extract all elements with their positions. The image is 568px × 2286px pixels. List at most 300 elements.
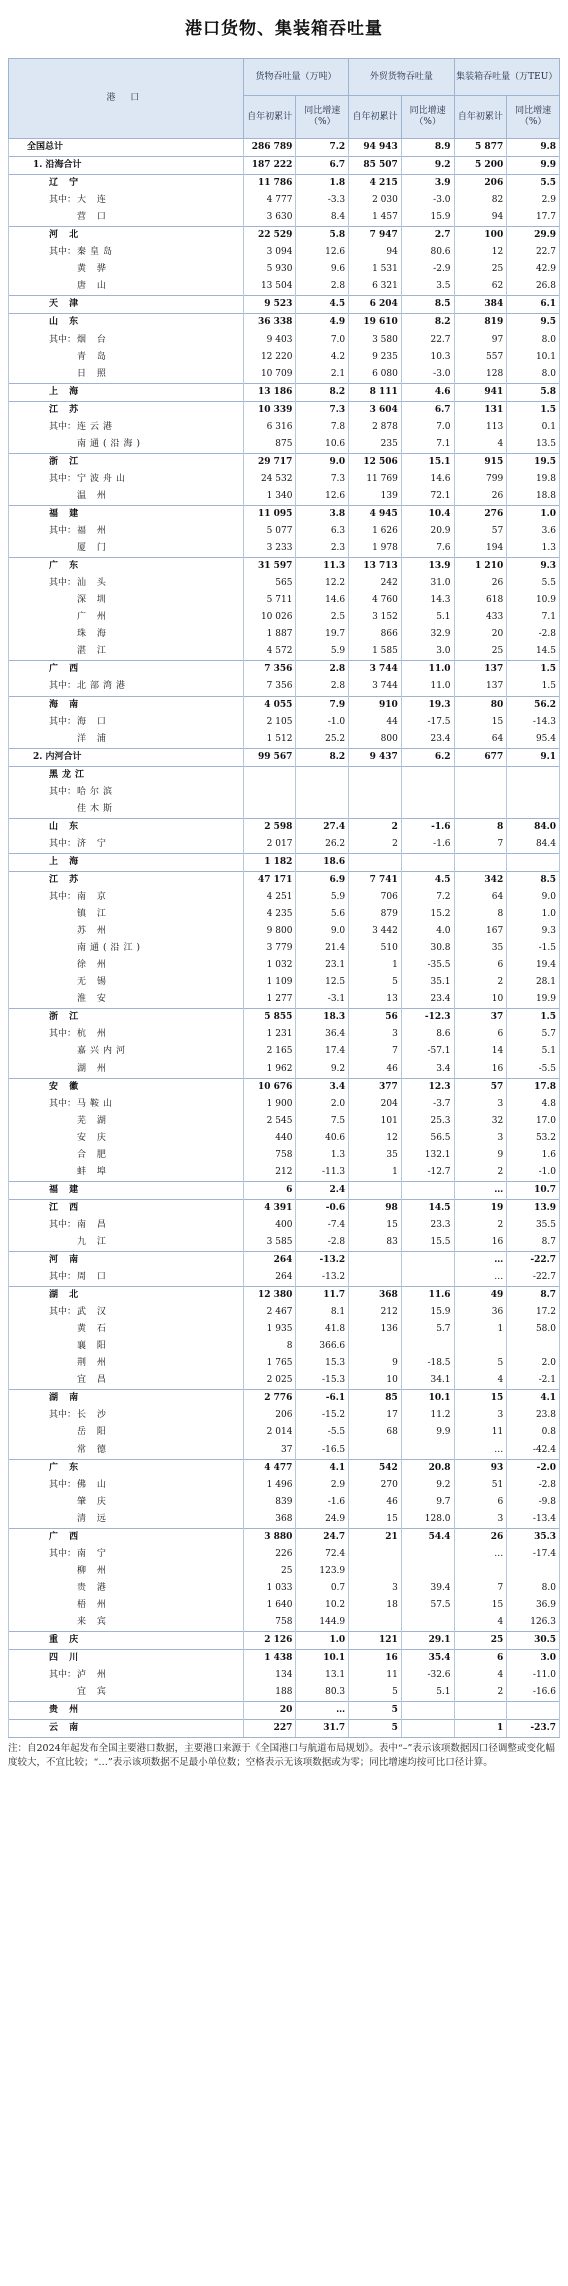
cargo-yoy: 8.4: [296, 209, 349, 227]
table-row: [9, 714, 560, 731]
foreign-yoy: 10.3: [401, 349, 454, 366]
table-row: [9, 1321, 560, 1338]
foreign-cumulative: 83: [349, 1234, 402, 1252]
row-prefix: 其中：: [49, 1670, 77, 1681]
cargo-yoy: 10.1: [296, 1650, 349, 1668]
container-yoy: 17.2: [507, 1304, 560, 1321]
cargo-cumulative: 3 779: [243, 940, 296, 957]
cargo-yoy: 8.2: [296, 748, 349, 766]
container-cumulative: 5 200: [454, 157, 507, 175]
port-name-cell: [9, 505, 244, 523]
foreign-cumulative: 6 204: [349, 296, 402, 314]
cargo-cumulative: 3 880: [243, 1528, 296, 1546]
table-row: [9, 801, 560, 819]
table-row: [9, 1494, 560, 1511]
foreign-yoy: [401, 853, 454, 871]
port-name: 南 宁: [77, 1548, 110, 1559]
container-yoy: 9.3: [507, 923, 560, 940]
foreign-cumulative: 98: [349, 1199, 402, 1217]
cargo-yoy: [296, 784, 349, 801]
container-cumulative: 3: [454, 1407, 507, 1424]
port-name-cell: [9, 836, 244, 854]
container-cumulative: 16: [454, 1234, 507, 1252]
port-name-cell: [9, 592, 244, 609]
cargo-cumulative: 440: [243, 1130, 296, 1147]
table-row: [9, 1650, 560, 1668]
table-row: [9, 784, 560, 801]
table-row: [9, 1009, 560, 1027]
container-yoy: 4.1: [507, 1390, 560, 1408]
foreign-yoy: 8.6: [401, 1026, 454, 1043]
port-name-cell: [9, 889, 244, 906]
cargo-cumulative: 1 231: [243, 1026, 296, 1043]
port-name: 青 岛: [77, 351, 110, 362]
container-cumulative: 25: [454, 261, 507, 278]
port-name: 肇 庆: [77, 1496, 110, 1507]
cargo-yoy: 6.9: [296, 871, 349, 889]
container-yoy: -11.0: [507, 1667, 560, 1684]
foreign-cumulative: 101: [349, 1113, 402, 1130]
foreign-cumulative: 2 878: [349, 419, 402, 436]
foreign-yoy: 30.8: [401, 940, 454, 957]
cargo-cumulative: 10 709: [243, 366, 296, 384]
container-cumulative: 206: [454, 175, 507, 193]
port-name: 湖 南: [49, 1393, 83, 1404]
cargo-yoy: 5.8: [296, 227, 349, 245]
table-row: [9, 157, 560, 175]
table-row: [9, 523, 560, 540]
port-name: 襄 阳: [77, 1341, 110, 1352]
port-name: 蚌 埠: [77, 1166, 110, 1177]
table-row: [9, 1563, 560, 1580]
table-row: [9, 957, 560, 974]
foreign-yoy: [401, 801, 454, 819]
container-cumulative: [454, 853, 507, 871]
foreign-yoy: 31.0: [401, 575, 454, 592]
foreign-cumulative: 3 152: [349, 609, 402, 626]
foreign-yoy: 80.6: [401, 244, 454, 261]
cargo-cumulative: [243, 766, 296, 784]
container-cumulative: [454, 1338, 507, 1355]
port-name-cell: [9, 1321, 244, 1338]
row-prefix: 其中：: [49, 195, 77, 206]
cargo-cumulative: 1 277: [243, 991, 296, 1009]
container-cumulative: [454, 801, 507, 819]
table-row: [9, 1096, 560, 1113]
foreign-yoy: 23.4: [401, 991, 454, 1009]
container-yoy: [507, 784, 560, 801]
foreign-cumulative: [349, 1546, 402, 1563]
port-name-cell: [9, 1026, 244, 1043]
port-name: 天 津: [49, 299, 83, 310]
foreign-cumulative: 3: [349, 1026, 402, 1043]
foreign-cumulative: 85 507: [349, 157, 402, 175]
row-prefix: 其中：: [49, 892, 77, 903]
cargo-yoy: 31.7: [296, 1720, 349, 1738]
container-yoy: -14.3: [507, 714, 560, 731]
foreign-yoy: -17.5: [401, 714, 454, 731]
container-cumulative: 16: [454, 1060, 507, 1078]
port-name: 南通(沿江): [77, 943, 145, 954]
foreign-cumulative: 3 442: [349, 923, 402, 940]
table-row: [9, 332, 560, 349]
foreign-cumulative: 879: [349, 906, 402, 923]
port-name: 江 苏: [49, 404, 83, 415]
cargo-cumulative: 264: [243, 1252, 296, 1270]
foreign-cumulative: 235: [349, 436, 402, 454]
cargo-yoy: 6.7: [296, 157, 349, 175]
port-name: 芜 湖: [77, 1115, 110, 1126]
container-yoy: -2.8: [507, 626, 560, 643]
cargo-cumulative: 10 676: [243, 1078, 296, 1096]
cargo-yoy: 2.8: [296, 661, 349, 679]
cargo-cumulative: 1 935: [243, 1321, 296, 1338]
cargo-cumulative: 1 887: [243, 626, 296, 643]
foreign-cumulative: 1 531: [349, 261, 402, 278]
container-yoy: 30.5: [507, 1632, 560, 1650]
container-yoy: 84.0: [507, 818, 560, 836]
port-name-cell: [9, 296, 244, 314]
foreign-cumulative: 510: [349, 940, 402, 957]
foreign-cumulative: 212: [349, 1304, 402, 1321]
cargo-cumulative: 9 523: [243, 296, 296, 314]
cargo-cumulative: 758: [243, 1614, 296, 1632]
foreign-cumulative: 242: [349, 575, 402, 592]
foreign-yoy: 32.9: [401, 626, 454, 643]
foreign-yoy: 23.4: [401, 731, 454, 749]
port-name-cell: [9, 923, 244, 940]
port-name-cell: [9, 227, 244, 245]
port-name: 佳木斯: [77, 803, 117, 814]
cargo-cumulative: 2 105: [243, 714, 296, 731]
cargo-cumulative: 7 356: [243, 678, 296, 696]
foreign-yoy: 29.1: [401, 1632, 454, 1650]
cargo-cumulative: 13 504: [243, 278, 296, 296]
foreign-cumulative: [349, 766, 402, 784]
port-name-cell: [9, 1338, 244, 1355]
cargo-yoy: 4.5: [296, 296, 349, 314]
container-yoy: 1.5: [507, 678, 560, 696]
cargo-cumulative: 47 171: [243, 871, 296, 889]
foreign-yoy: 3.9: [401, 175, 454, 193]
container-yoy: 42.9: [507, 261, 560, 278]
cargo-yoy: 27.4: [296, 818, 349, 836]
container-cumulative: 93: [454, 1459, 507, 1477]
cargo-cumulative: 2 025: [243, 1372, 296, 1390]
foreign-yoy: 14.5: [401, 1199, 454, 1217]
port-name-cell: [9, 784, 244, 801]
container-cumulative: 1: [454, 1720, 507, 1738]
cargo-yoy: 19.7: [296, 626, 349, 643]
cargo-cumulative: 5 930: [243, 261, 296, 278]
foreign-yoy: 8.2: [401, 314, 454, 332]
port-name: 济 宁: [77, 838, 110, 849]
cargo-cumulative: 875: [243, 436, 296, 454]
cum-header: 自年初累计: [349, 96, 402, 139]
foreign-cumulative: 15: [349, 1511, 402, 1529]
container-cumulative: 25: [454, 1632, 507, 1650]
container-cumulative: 8: [454, 818, 507, 836]
container-yoy: 1.0: [507, 906, 560, 923]
container-yoy: 2.9: [507, 192, 560, 209]
port-name-cell: [9, 1096, 244, 1113]
foreign-yoy: 11.2: [401, 1407, 454, 1424]
container-cumulative: 433: [454, 609, 507, 626]
port-name-cell: [9, 1546, 244, 1563]
table-row: [9, 1078, 560, 1096]
cargo-cumulative: 3 630: [243, 209, 296, 227]
foreign-yoy: 35.1: [401, 974, 454, 991]
port-name: 福 州: [77, 526, 110, 537]
yoy-header: 同比增速（%）: [507, 96, 560, 139]
foreign-cumulative: [349, 1269, 402, 1287]
cargo-yoy: 41.8: [296, 1321, 349, 1338]
port-name-cell: [9, 609, 244, 626]
foreign-cumulative: 1: [349, 1164, 402, 1182]
foreign-cumulative: 1 978: [349, 540, 402, 558]
container-yoy: 22.7: [507, 244, 560, 261]
port-name-cell: [9, 209, 244, 227]
foreign-yoy: 7.1: [401, 436, 454, 454]
port-name: 珠 海: [77, 629, 110, 640]
table-row: [9, 139, 560, 157]
container-cumulative: 6: [454, 957, 507, 974]
table-row: [9, 575, 560, 592]
port-name: 黄 骅: [77, 264, 110, 275]
cargo-cumulative: 12 380: [243, 1287, 296, 1305]
port-name-cell: [9, 766, 244, 784]
container-yoy: 19.4: [507, 957, 560, 974]
row-prefix: 其中：: [49, 681, 77, 692]
container-cumulative: 7: [454, 1580, 507, 1597]
cargo-yoy: -0.6: [296, 1199, 349, 1217]
cargo-cumulative: 9 800: [243, 923, 296, 940]
port-name-cell: [9, 1720, 244, 1738]
container-cumulative: 19: [454, 1199, 507, 1217]
port-name: 唐 山: [77, 281, 110, 292]
cargo-cumulative: 400: [243, 1217, 296, 1234]
container-yoy: -1.0: [507, 1164, 560, 1182]
port-name-cell: [9, 1390, 244, 1408]
cargo-yoy: 366.6: [296, 1338, 349, 1355]
foreign-yoy: -3.0: [401, 366, 454, 384]
table-row: [9, 1597, 560, 1614]
cargo-yoy: 26.2: [296, 836, 349, 854]
cargo-header: 货物吞吐量（万吨）: [243, 59, 348, 96]
cargo-cumulative: 2 014: [243, 1424, 296, 1441]
container-yoy: 17.8: [507, 1078, 560, 1096]
foreign-yoy: 6.7: [401, 401, 454, 419]
cargo-cumulative: 4 477: [243, 1459, 296, 1477]
cargo-cumulative: 10 026: [243, 609, 296, 626]
port-name: 四 川: [49, 1653, 83, 1664]
cargo-cumulative: 37: [243, 1442, 296, 1460]
cargo-cumulative: 2 126: [243, 1632, 296, 1650]
table-row: [9, 383, 560, 401]
port-name-cell: [9, 332, 244, 349]
table-row: [9, 1287, 560, 1305]
container-yoy: 36.9: [507, 1597, 560, 1614]
foreign-cumulative: 15: [349, 1217, 402, 1234]
table-row: [9, 696, 560, 714]
port-name: 1. 沿海合计: [33, 160, 82, 171]
foreign-cumulative: 68: [349, 1424, 402, 1441]
port-name: 江 西: [49, 1202, 83, 1213]
container-cumulative: 15: [454, 1597, 507, 1614]
table-row: [9, 991, 560, 1009]
container-cumulative: 4: [454, 436, 507, 454]
port-column-header: 港 口: [9, 59, 244, 139]
cargo-cumulative: 368: [243, 1511, 296, 1529]
foreign-cumulative: 13: [349, 991, 402, 1009]
foreign-cumulative: 46: [349, 1060, 402, 1078]
container-yoy: 6.1: [507, 296, 560, 314]
cargo-yoy: 2.5: [296, 609, 349, 626]
port-name: 全国总计: [27, 142, 64, 153]
table-row: [9, 1477, 560, 1494]
cargo-cumulative: 4 391: [243, 1199, 296, 1217]
table-row: [9, 1130, 560, 1147]
foreign-cumulative: 16: [349, 1650, 402, 1668]
table-row: [9, 1372, 560, 1390]
port-name: 湖 州: [77, 1063, 110, 1074]
cargo-yoy: -11.3: [296, 1164, 349, 1182]
table-row: [9, 1459, 560, 1477]
cargo-yoy: 9.0: [296, 453, 349, 471]
port-name: 马鞍山: [77, 1098, 117, 1109]
cargo-cumulative: 1 438: [243, 1650, 296, 1668]
cum-header: 自年初累计: [243, 96, 296, 139]
container-yoy: 19.9: [507, 991, 560, 1009]
table-row: [9, 940, 560, 957]
table-row: [9, 766, 560, 784]
cargo-yoy: 7.5: [296, 1113, 349, 1130]
cargo-cumulative: 4 777: [243, 192, 296, 209]
cargo-cumulative: 1 512: [243, 731, 296, 749]
container-cumulative: 6: [454, 1494, 507, 1511]
container-cumulative: 35: [454, 940, 507, 957]
cargo-yoy: 21.4: [296, 940, 349, 957]
table-row: [9, 278, 560, 296]
foreign-yoy: 22.7: [401, 332, 454, 349]
port-name-cell: [9, 731, 244, 749]
foreign-cumulative: 2: [349, 836, 402, 854]
container-yoy: 1.3: [507, 540, 560, 558]
foreign-cumulative: 10: [349, 1372, 402, 1390]
port-name-cell: [9, 906, 244, 923]
table-row: [9, 906, 560, 923]
container-yoy: 26.8: [507, 278, 560, 296]
port-name-cell: [9, 523, 244, 540]
container-yoy: [507, 853, 560, 871]
cargo-yoy: 2.4: [296, 1181, 349, 1199]
cargo-yoy: -16.5: [296, 1442, 349, 1460]
port-name: 黑龙江: [49, 769, 89, 780]
table-row: [9, 1113, 560, 1130]
container-cumulative: 819: [454, 314, 507, 332]
cargo-yoy: 23.1: [296, 957, 349, 974]
cargo-yoy: 2.8: [296, 278, 349, 296]
foreign-cumulative: 5: [349, 1702, 402, 1720]
foreign-cumulative: 7 741: [349, 871, 402, 889]
port-name: 广 东: [49, 561, 83, 572]
table-row: [9, 871, 560, 889]
foreign-cumulative: 1 585: [349, 643, 402, 661]
cargo-yoy: 12.6: [296, 244, 349, 261]
container-cumulative: 5 877: [454, 139, 507, 157]
table-row: [9, 1702, 560, 1720]
container-yoy: 126.3: [507, 1614, 560, 1632]
foreign-cumulative: 706: [349, 889, 402, 906]
port-name: 上 海: [49, 856, 83, 867]
foreign-yoy: 9.2: [401, 157, 454, 175]
foreign-yoy: 15.9: [401, 209, 454, 227]
foreign-yoy: -57.1: [401, 1043, 454, 1060]
cargo-cumulative: 1 033: [243, 1580, 296, 1597]
foreign-yoy: [401, 1720, 454, 1738]
port-name-cell: [9, 1355, 244, 1372]
cargo-yoy: 40.6: [296, 1130, 349, 1147]
cum-header: 自年初累计: [454, 96, 507, 139]
port-name-cell: [9, 419, 244, 436]
container-cumulative: 1: [454, 1321, 507, 1338]
table-row: [9, 1234, 560, 1252]
cargo-cumulative: 10 339: [243, 401, 296, 419]
container-cumulative: 15: [454, 714, 507, 731]
cargo-cumulative: 3 233: [243, 540, 296, 558]
port-name: 广 州: [77, 612, 110, 623]
container-cumulative: 618: [454, 592, 507, 609]
cargo-yoy: 0.7: [296, 1580, 349, 1597]
container-yoy: 5.5: [507, 575, 560, 592]
container-cumulative: 137: [454, 661, 507, 679]
foreign-cumulative: 270: [349, 1477, 402, 1494]
container-yoy: 9.5: [507, 314, 560, 332]
port-name: 汕 头: [77, 578, 110, 589]
port-name: 杭 州: [77, 1029, 110, 1040]
table-row: [9, 1355, 560, 1372]
cargo-yoy: 7.9: [296, 696, 349, 714]
port-name-cell: [9, 957, 244, 974]
cargo-yoy: -1.0: [296, 714, 349, 731]
container-cumulative: 799: [454, 471, 507, 488]
container-cumulative: …: [454, 1252, 507, 1270]
cargo-yoy: 12.6: [296, 488, 349, 506]
table-row: [9, 453, 560, 471]
foreign-yoy: [401, 1702, 454, 1720]
port-name-cell: [9, 1199, 244, 1217]
container-yoy: 5.1: [507, 1043, 560, 1060]
port-name-cell: [9, 1614, 244, 1632]
cargo-cumulative: 264: [243, 1269, 296, 1287]
port-name: 日 照: [77, 368, 110, 379]
cargo-cumulative: 134: [243, 1667, 296, 1684]
port-name-cell: [9, 1269, 244, 1287]
port-name-cell: [9, 1217, 244, 1234]
port-name: 清 远: [77, 1513, 110, 1524]
cargo-cumulative: 565: [243, 575, 296, 592]
foreign-yoy: 35.4: [401, 1650, 454, 1668]
container-yoy: [507, 1563, 560, 1580]
foreign-cumulative: [349, 1614, 402, 1632]
port-name: 山 东: [49, 317, 83, 328]
cargo-cumulative: 8: [243, 1338, 296, 1355]
foreign-yoy: 11.0: [401, 661, 454, 679]
container-cumulative: 26: [454, 1528, 507, 1546]
cargo-cumulative: 1 765: [243, 1355, 296, 1372]
port-name: 哈尔滨: [77, 786, 117, 797]
container-cumulative: 14: [454, 1043, 507, 1060]
